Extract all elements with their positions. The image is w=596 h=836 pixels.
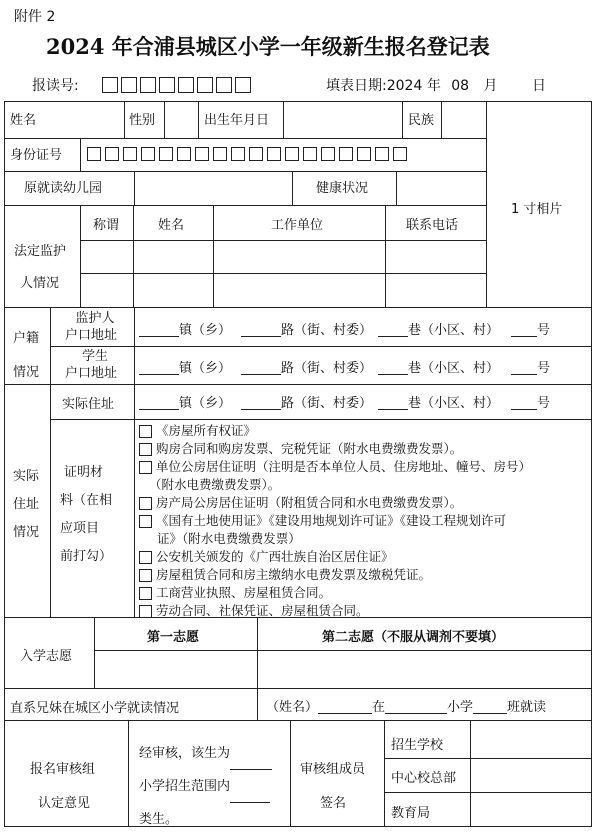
- digit-box[interactable]: [87, 147, 101, 161]
- digit-box[interactable]: [285, 147, 299, 161]
- digit-box[interactable]: [159, 147, 173, 161]
- photo-label: 1 寸相片: [511, 202, 563, 217]
- digit-box[interactable]: [141, 147, 155, 161]
- actual-address[interactable]: 镇（乡） 路（街、村委） 巷（小区、村） 号: [139, 397, 550, 410]
- guardian-hukou-address[interactable]: 镇（乡） 路（街、村委） 巷（小区、村） 号: [139, 324, 550, 337]
- digit-box[interactable]: [123, 147, 137, 161]
- residence-section-label: 实际 住址 情况: [13, 469, 40, 540]
- gender-field[interactable]: [165, 103, 197, 136]
- proof-item[interactable]: 工商营业执照、房屋租赁合同。: [139, 584, 531, 602]
- digit-box[interactable]: [393, 147, 407, 161]
- checkbox[interactable]: [139, 425, 152, 438]
- digit-box[interactable]: [177, 147, 191, 161]
- review-label: 报名审核组 认定意见: [30, 762, 96, 811]
- proof-label: 证明材 料（在相 应项目 前打勾）: [60, 465, 113, 564]
- digit-box[interactable]: [231, 147, 245, 161]
- photo-area[interactable]: [487, 102, 590, 306]
- digit-box[interactable]: [140, 77, 156, 93]
- name-field[interactable]: [49, 103, 123, 136]
- preference-label: 入学志愿: [20, 649, 73, 664]
- fill-month: 08: [451, 78, 470, 94]
- col-phone-header: 联系电话: [406, 218, 459, 233]
- col-name-header: 姓名: [158, 218, 185, 233]
- guardian-hukou-label: 监护人 户口地址: [64, 311, 117, 343]
- digit-box[interactable]: [197, 77, 213, 93]
- digit-box[interactable]: [235, 77, 251, 93]
- name-label: 姓名: [10, 113, 37, 128]
- digit-box[interactable]: [105, 147, 119, 161]
- proof-item[interactable]: 《国有土地使用证》《建设用地规划许可证》《建设工程规划许可: [139, 512, 531, 530]
- org-education-bureau: 教育局: [391, 806, 431, 821]
- proof-item[interactable]: 房产局公房居住证明（附租赁合同和水电费缴费发票）。: [139, 494, 531, 512]
- guardian-section-label: 法定监护 人情况: [14, 244, 67, 291]
- first-choice-field[interactable]: [95, 651, 256, 687]
- checkbox[interactable]: [139, 443, 152, 456]
- sign-enrolling-school[interactable]: [471, 721, 590, 757]
- health-label: 健康状况: [316, 181, 369, 196]
- attachment-label: 附件 2: [14, 9, 56, 25]
- digit-box[interactable]: [178, 77, 194, 93]
- org-central-school: 中心校总部: [391, 771, 457, 786]
- second-choice-field[interactable]: [258, 651, 590, 687]
- birth-field[interactable]: [284, 103, 401, 136]
- id-label: 身份证号: [10, 148, 63, 163]
- reg-no-label: 报读号:: [32, 78, 79, 94]
- checkbox[interactable]: [139, 569, 152, 582]
- digit-box[interactable]: [213, 147, 227, 161]
- id-number-boxes[interactable]: [87, 147, 407, 161]
- digit-box[interactable]: [303, 147, 317, 161]
- checkbox[interactable]: [139, 461, 152, 474]
- year-unit: 年: [426, 78, 441, 94]
- review-members-label: 审核组成员 签名: [300, 762, 366, 811]
- checkbox[interactable]: [139, 605, 152, 618]
- review-opinion[interactable]: 经审核，该生为 小学招生范围内 类生。: [139, 737, 272, 836]
- proof-item-cont: （附水电费缴费发票）。: [149, 477, 281, 492]
- digit-box[interactable]: [339, 147, 353, 161]
- second-choice-header: 第二志愿（不服从调剂不要填）: [322, 630, 505, 645]
- kindergarten-label: 原就读幼儿园: [24, 181, 103, 196]
- org-enrolling-school: 招生学校: [391, 738, 444, 753]
- digit-box[interactable]: [375, 147, 389, 161]
- student-hukou-label: 学生 户口地址: [64, 349, 117, 381]
- checkbox[interactable]: [139, 587, 152, 600]
- sibling-label: 直系兄妹在城区小学就读情况: [10, 701, 180, 716]
- first-choice-header: 第一志愿: [147, 630, 200, 645]
- household-section-label: 户籍 情况: [13, 331, 40, 380]
- student-hukou-address[interactable]: 镇（乡） 路（街、村委） 巷（小区、村） 号: [139, 362, 550, 375]
- col-relation-header: 称谓: [93, 218, 120, 233]
- actual-address-label: 实际住址: [62, 397, 115, 412]
- sign-central-school[interactable]: [471, 759, 590, 791]
- sibling-info[interactable]: （姓名） 在 小学 班就读: [266, 700, 547, 715]
- reg-no-boxes[interactable]: [102, 77, 251, 93]
- digit-box[interactable]: [102, 77, 118, 93]
- proof-list: [139, 422, 531, 620]
- digit-box[interactable]: [249, 147, 263, 161]
- kindergarten-field[interactable]: [135, 172, 291, 204]
- digit-box[interactable]: [159, 77, 175, 93]
- digit-box[interactable]: [216, 77, 232, 93]
- month-unit: 月: [483, 78, 498, 94]
- digit-box[interactable]: [357, 147, 371, 161]
- form-title: 2024 年合浦县城区小学一年级新生报名登记表: [46, 34, 490, 59]
- sign-education-bureau[interactable]: [471, 793, 590, 825]
- proof-item[interactable]: 公安机关颁发的《广西壮族自治区居住证》: [139, 548, 531, 566]
- proof-item-cont: 证》（附水电费缴费发票）: [157, 531, 301, 546]
- proof-item[interactable]: 购房合同和购房发票、完税凭证（附水电费缴费发票）。: [139, 440, 531, 458]
- fill-year: 2024: [386, 78, 423, 94]
- digit-box[interactable]: [195, 147, 209, 161]
- fill-date: [326, 79, 546, 93]
- checkbox[interactable]: [139, 497, 152, 510]
- health-field[interactable]: [397, 172, 485, 204]
- checkbox[interactable]: [139, 515, 152, 528]
- digit-box[interactable]: [321, 147, 335, 161]
- proof-item[interactable]: 劳动合同、社保凭证、房屋租赁合同。: [139, 602, 531, 620]
- proof-item[interactable]: 单位公房居住证明（注明是否本单位人员、住房地址、幢号、房号）: [139, 458, 531, 476]
- proof-item[interactable]: 《房屋所有权证》: [139, 422, 531, 440]
- proof-item[interactable]: 房屋租赁合同和房主缴纳水电费发票及缴税凭证。: [139, 566, 531, 584]
- day-unit: 日: [532, 78, 546, 94]
- digit-box[interactable]: [267, 147, 281, 161]
- checkbox[interactable]: [139, 551, 152, 564]
- fill-date-label: 填表日期:: [326, 78, 387, 94]
- ethnic-field[interactable]: [442, 103, 485, 136]
- gender-label: 性别: [129, 113, 156, 128]
- digit-box[interactable]: [121, 77, 137, 93]
- col-work-header: 工作单位: [271, 218, 324, 233]
- ethnic-label: 民族: [408, 113, 435, 128]
- birth-label: 出生年月日: [204, 113, 270, 128]
